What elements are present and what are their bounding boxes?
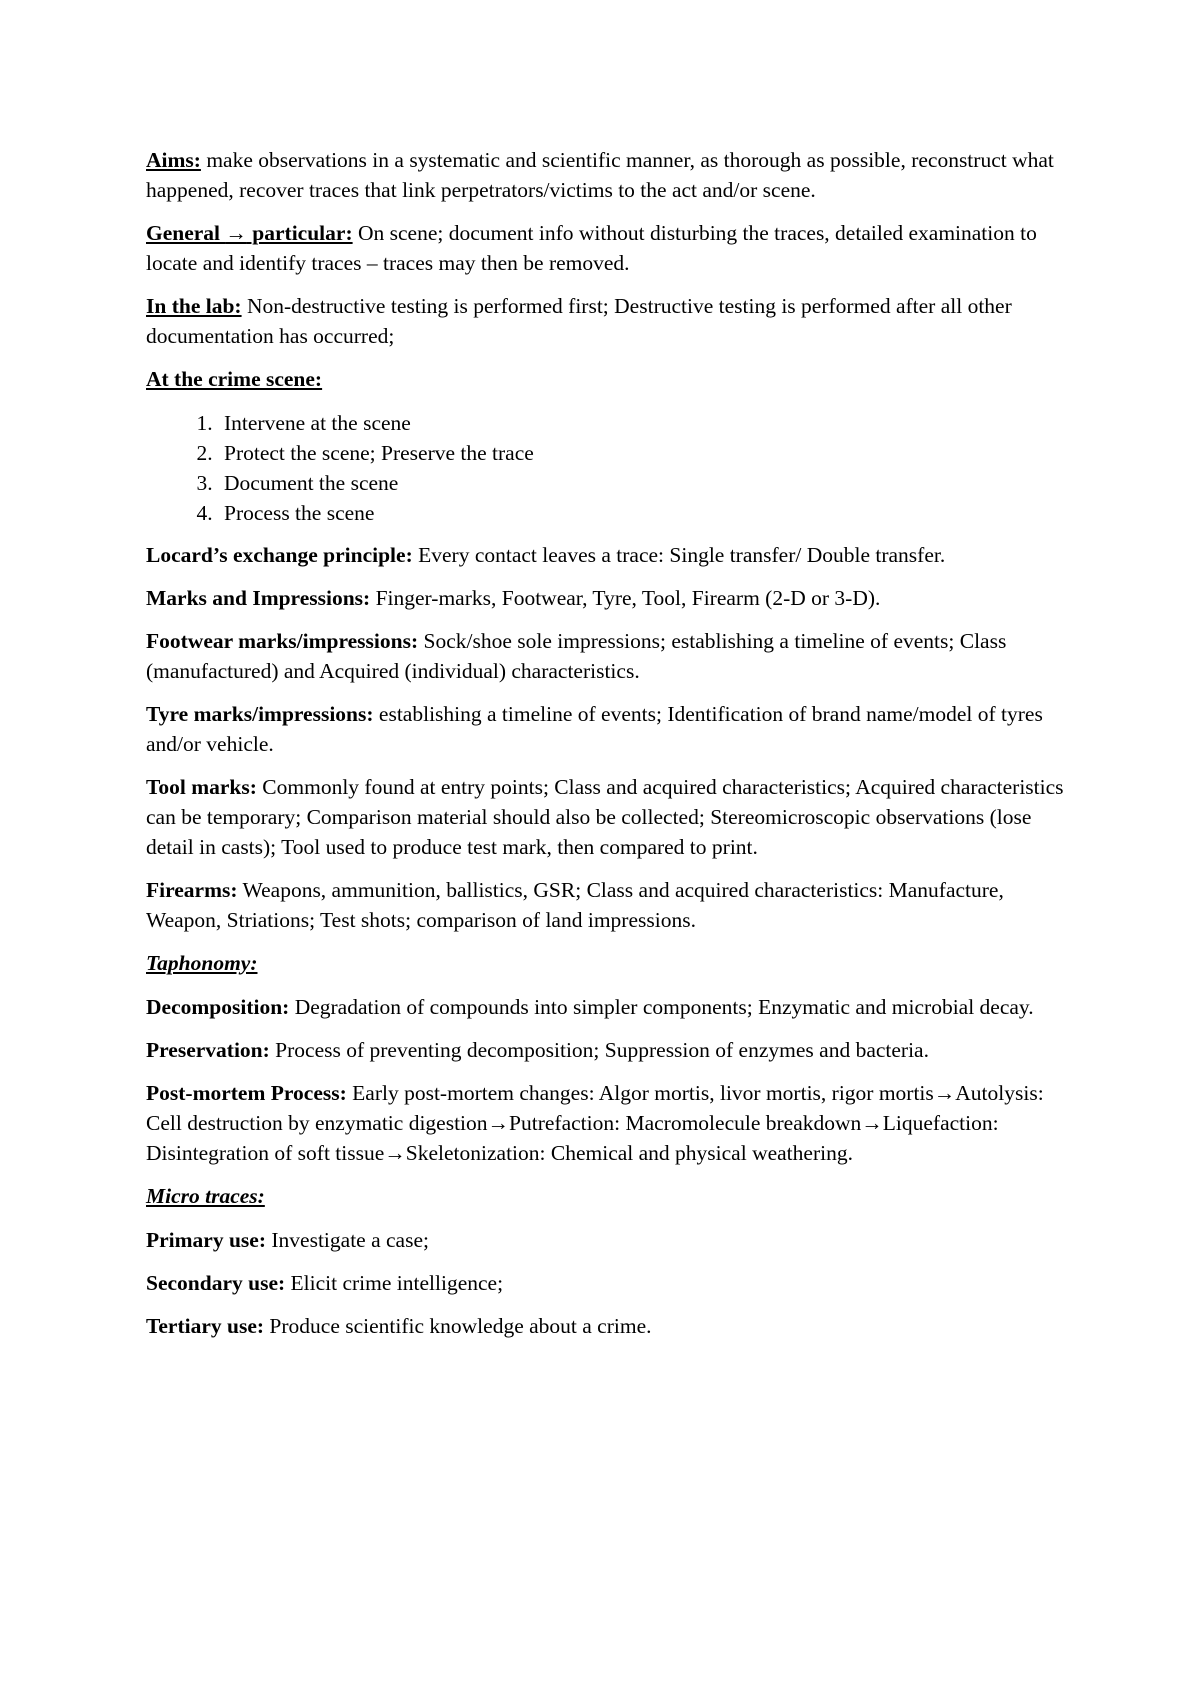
list-item: 4. Process the scene <box>218 498 1076 528</box>
primary-use-label: Primary use: <box>146 1228 267 1252</box>
right-arrow-icon: → <box>933 1081 956 1105</box>
decomposition-label: Decomposition: <box>146 995 290 1019</box>
decomposition-paragraph <box>146 992 1076 1022</box>
decomposition-text: Degradation of compounds into simpler components; Enzymatic and microbial decay. <box>289 995 1034 1019</box>
list-item: 2. Protect the scene; Preserve the trace <box>218 438 1076 468</box>
lab-paragraph <box>146 291 1076 351</box>
primary-use-text: Investigate a case; <box>266 1228 429 1252</box>
list-item: 1. Intervene at the scene <box>218 408 1076 438</box>
preservation-paragraph <box>146 1035 1076 1065</box>
right-arrow-icon: → <box>225 221 247 245</box>
postmortem-paragraph <box>146 1078 1076 1168</box>
footwear-text: Sock/shoe sole impressions; establishing a timeline of events; Class (manufactured) and Acquired (individual) characteristics. <box>146 629 1007 683</box>
tyre-paragraph <box>146 699 1076 759</box>
postmortem-label: Post-mortem Process: <box>146 1081 347 1105</box>
taphonomy-heading-text: Taphonomy: <box>146 951 258 975</box>
right-arrow-icon: → <box>384 1141 406 1165</box>
general-label-end: particular: <box>246 221 353 245</box>
firearms-paragraph <box>146 875 1076 935</box>
tyre-text: establishing a timeline of events; Identification of brand name/model of tyres and/or vehicle. <box>146 702 1043 756</box>
tertiary-use-paragraph <box>146 1311 1076 1341</box>
right-arrow-icon: → <box>487 1111 510 1135</box>
postmortem-part: Putrefaction: Macromolecule breakdown <box>509 1111 862 1135</box>
secondary-use-text: Elicit crime intelligence; <box>285 1271 504 1295</box>
lab-text: Non-destructive testing is performed first; Destructive testing is performed after all other documentation has occurred; <box>146 294 1012 348</box>
marks-text: Finger-marks, Footwear, Tyre, Tool, Firearm (2-D or 3-D). <box>370 586 881 610</box>
locard-paragraph <box>146 540 1076 570</box>
locard-text: Every contact leaves a trace: Single transfer/ Double transfer. <box>412 543 946 567</box>
postmortem-part: Skeletonization: Chemical and physical weathering. <box>405 1141 853 1165</box>
general-label-start: General <box>146 221 226 245</box>
postmortem-part: Autolysis: Cell destruction by enzymatic digestion <box>146 1081 1044 1135</box>
tool-label: Tool marks: <box>146 775 257 799</box>
general-paragraph <box>146 218 1076 278</box>
marks-label: Marks and Impressions: <box>146 586 371 610</box>
general-text: On scene; document info without disturbing the traces, detailed examination to locate and identify traces – traces may then be removed. <box>146 221 1037 275</box>
firearms-label: Firearms: <box>146 878 238 902</box>
document-body <box>146 145 1076 1354</box>
general-label <box>146 221 353 245</box>
taphonomy-heading <box>146 948 1076 978</box>
right-arrow-icon: → <box>861 1111 883 1135</box>
tyre-label: Tyre marks/impressions: <box>146 702 374 726</box>
crime-scene-heading <box>146 364 1076 394</box>
aims-paragraph <box>146 145 1076 205</box>
marks-paragraph <box>146 583 1076 613</box>
list-item: 3. Document the scene <box>218 468 1076 498</box>
secondary-use-label: Secondary use: <box>146 1271 286 1295</box>
micro-traces-heading-text: Micro traces: <box>146 1184 265 1208</box>
tool-text: Commonly found at entry points; Class and acquired characteristics; Acquired characteristics can be temporary; Comparison material should also be collected; Stereomicroscopic observations (lose detail in casts); Tool used to produce test mark, then compared to print. <box>146 775 1064 859</box>
firearms-text: Weapons, ammunition, ballistics, GSR; Class and acquired characteristics: Manufacture, Weapon, Striations; Test shots; comparison of land impressions. <box>146 878 1004 932</box>
aims-label: Aims: <box>146 148 201 172</box>
tool-paragraph <box>146 772 1076 862</box>
footwear-label: Footwear marks/impressions: <box>146 629 419 653</box>
preservation-label: Preservation: <box>146 1038 270 1062</box>
footwear-paragraph <box>146 626 1076 686</box>
postmortem-part: Liquefaction: Disintegration of soft tissue <box>146 1111 999 1165</box>
preservation-text: Process of preventing decomposition; Suppression of enzymes and bacteria. <box>269 1038 929 1062</box>
aims-text: make observations in a systematic and scientific manner, as thorough as possible, reconstruct what happened, recover traces that link perpetrators/victims to the act and/or scene. <box>146 148 1054 202</box>
crime-scene-steps <box>146 408 1076 528</box>
secondary-use-paragraph <box>146 1268 1076 1298</box>
tertiary-use-label: Tertiary use: <box>146 1314 265 1338</box>
locard-label: Locard’s exchange principle: <box>146 543 413 567</box>
tertiary-use-text: Produce scientific knowledge about a crime. <box>264 1314 652 1338</box>
micro-traces-heading <box>146 1181 1076 1211</box>
lab-label: In the lab: <box>146 294 242 318</box>
crime-scene-heading-text: At the crime scene: <box>146 367 323 391</box>
postmortem-part: Early post-mortem changes: Algor mortis, livor mortis, rigor mortis <box>346 1081 934 1105</box>
primary-use-paragraph <box>146 1225 1076 1255</box>
